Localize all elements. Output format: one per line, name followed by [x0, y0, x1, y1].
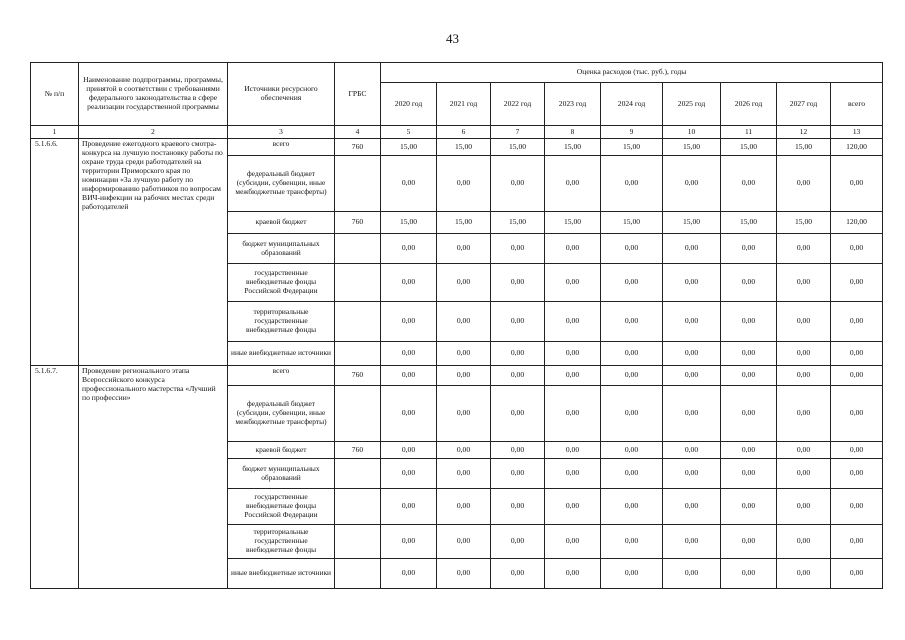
- value-cell: 0,00: [381, 234, 437, 264]
- total-cell: 0,00: [831, 302, 883, 342]
- total-cell: 0,00: [831, 264, 883, 302]
- value-cell: 0,00: [663, 489, 721, 525]
- value-cell: 0,00: [721, 156, 777, 212]
- value-cell: 0,00: [721, 386, 777, 442]
- value-cell: 0,00: [721, 559, 777, 589]
- value-cell: 0,00: [437, 366, 491, 386]
- value-cell: 0,00: [437, 342, 491, 366]
- value-cell: 0,00: [777, 264, 831, 302]
- source-cell: всего: [228, 366, 335, 386]
- value-cell: 0,00: [663, 302, 721, 342]
- value-cell: 0,00: [491, 264, 545, 302]
- column-index: 5: [381, 126, 437, 139]
- page-number: 43: [446, 31, 459, 46]
- value-cell: 0,00: [663, 525, 721, 559]
- column-index: 1: [31, 126, 79, 139]
- header-year: 2023 год: [545, 83, 601, 126]
- value-cell: 0,00: [663, 559, 721, 589]
- value-cell: 0,00: [381, 264, 437, 302]
- header-year: 2027 год: [777, 83, 831, 126]
- value-cell: 0,00: [601, 264, 663, 302]
- grbs-cell: 760: [335, 366, 381, 386]
- value-cell: 0,00: [491, 366, 545, 386]
- value-cell: 0,00: [491, 459, 545, 489]
- value-cell: 15,00: [721, 212, 777, 234]
- header-year: 2021 год: [437, 83, 491, 126]
- value-cell: 0,00: [721, 442, 777, 459]
- value-cell: 0,00: [721, 459, 777, 489]
- value-cell: 0,00: [545, 302, 601, 342]
- column-index: 13: [831, 126, 883, 139]
- value-cell: 0,00: [601, 386, 663, 442]
- value-cell: 0,00: [545, 234, 601, 264]
- value-cell: 15,00: [545, 139, 601, 156]
- value-cell: 0,00: [777, 459, 831, 489]
- value-cell: 0,00: [721, 264, 777, 302]
- source-cell: государственные внебюджетные фонды Российской Федерации: [228, 264, 335, 302]
- source-cell: всего: [228, 139, 335, 156]
- value-cell: 0,00: [601, 234, 663, 264]
- total-cell: 0,00: [831, 366, 883, 386]
- grbs-cell: [335, 234, 381, 264]
- value-cell: 0,00: [491, 559, 545, 589]
- value-cell: 0,00: [721, 342, 777, 366]
- source-cell: федеральный бюджет (субсидии, субвенции, иные межбюджетные трансферты): [228, 156, 335, 212]
- value-cell: 0,00: [491, 442, 545, 459]
- value-cell: 0,00: [545, 559, 601, 589]
- value-cell: 0,00: [545, 386, 601, 442]
- value-cell: 0,00: [601, 342, 663, 366]
- header-row-top: [31, 63, 883, 83]
- grbs-cell: [335, 156, 381, 212]
- value-cell: 15,00: [777, 139, 831, 156]
- value-cell: 0,00: [601, 366, 663, 386]
- grbs-cell: [335, 342, 381, 366]
- value-cell: 0,00: [601, 156, 663, 212]
- source-cell: бюджет муниципальных образований: [228, 234, 335, 264]
- value-cell: 0,00: [721, 366, 777, 386]
- total-cell: 0,00: [831, 459, 883, 489]
- grbs-cell: 760: [335, 442, 381, 459]
- grbs-cell: [335, 459, 381, 489]
- value-cell: 0,00: [777, 156, 831, 212]
- grbs-cell: [335, 525, 381, 559]
- value-cell: 15,00: [381, 139, 437, 156]
- total-cell: 0,00: [831, 442, 883, 459]
- value-cell: 0,00: [381, 525, 437, 559]
- source-cell: иные внебюджетные источники: [228, 559, 335, 589]
- value-cell: 0,00: [491, 489, 545, 525]
- total-cell: 0,00: [831, 386, 883, 442]
- value-cell: 0,00: [437, 559, 491, 589]
- column-index: 9: [601, 126, 663, 139]
- budget-table: [30, 62, 883, 589]
- value-cell: 0,00: [545, 156, 601, 212]
- total-cell: 120,00: [831, 212, 883, 234]
- value-cell: 0,00: [381, 489, 437, 525]
- value-cell: 0,00: [491, 156, 545, 212]
- source-cell: бюджет муниципальных образований: [228, 459, 335, 489]
- source-cell: краевой бюджет: [228, 212, 335, 234]
- value-cell: 15,00: [437, 139, 491, 156]
- value-cell: 0,00: [437, 442, 491, 459]
- section-number: 5.1.6.7.: [31, 366, 79, 589]
- column-index-row: [31, 126, 883, 139]
- value-cell: 0,00: [545, 442, 601, 459]
- value-cell: 0,00: [437, 302, 491, 342]
- value-cell: 0,00: [721, 302, 777, 342]
- value-cell: 0,00: [545, 489, 601, 525]
- value-cell: 0,00: [381, 442, 437, 459]
- header-year: 2026 год: [721, 83, 777, 126]
- value-cell: 0,00: [545, 342, 601, 366]
- value-cell: 0,00: [777, 442, 831, 459]
- value-cell: 0,00: [777, 366, 831, 386]
- value-cell: 0,00: [721, 234, 777, 264]
- value-cell: 0,00: [721, 489, 777, 525]
- value-cell: 0,00: [491, 342, 545, 366]
- value-cell: 0,00: [437, 264, 491, 302]
- value-cell: 0,00: [663, 234, 721, 264]
- value-cell: 0,00: [601, 489, 663, 525]
- source-cell: федеральный бюджет (субсидии, субвенции, иные межбюджетные трансферты): [228, 386, 335, 442]
- value-cell: 0,00: [437, 525, 491, 559]
- value-cell: 0,00: [437, 489, 491, 525]
- value-cell: 0,00: [777, 302, 831, 342]
- value-cell: 0,00: [491, 234, 545, 264]
- header-year-total: всего: [831, 83, 883, 126]
- grbs-cell: 760: [335, 212, 381, 234]
- value-cell: 0,00: [601, 442, 663, 459]
- value-cell: 0,00: [663, 442, 721, 459]
- value-cell: 0,00: [491, 302, 545, 342]
- value-cell: 0,00: [437, 234, 491, 264]
- value-cell: 0,00: [381, 302, 437, 342]
- value-cell: 0,00: [777, 234, 831, 264]
- column-index: 8: [545, 126, 601, 139]
- value-cell: 0,00: [663, 264, 721, 302]
- column-index: 11: [721, 126, 777, 139]
- value-cell: 15,00: [437, 212, 491, 234]
- table-row: [31, 139, 883, 156]
- value-cell: 0,00: [663, 386, 721, 442]
- total-cell: 0,00: [831, 489, 883, 525]
- value-cell: 0,00: [437, 386, 491, 442]
- header-grbs: ГРБС: [335, 63, 381, 126]
- value-cell: 0,00: [777, 559, 831, 589]
- value-cell: 0,00: [601, 302, 663, 342]
- column-index: 12: [777, 126, 831, 139]
- table-row: [31, 366, 883, 386]
- header-name: Наименование подпрограммы, программы, принятой в соответствии с требованиями федерального законодательства в сфере реализации государственной программы: [79, 63, 228, 126]
- grbs-cell: [335, 302, 381, 342]
- header-year: 2020 год: [381, 83, 437, 126]
- table-body: [31, 139, 883, 589]
- value-cell: 0,00: [545, 366, 601, 386]
- value-cell: 0,00: [381, 156, 437, 212]
- source-cell: территориальные государственные внебюджетные фонды: [228, 302, 335, 342]
- value-cell: 0,00: [381, 459, 437, 489]
- column-index: 3: [228, 126, 335, 139]
- value-cell: 15,00: [491, 212, 545, 234]
- value-cell: 15,00: [545, 212, 601, 234]
- source-cell: государственные внебюджетные фонды Российской Федерации: [228, 489, 335, 525]
- value-cell: 0,00: [381, 342, 437, 366]
- value-cell: 0,00: [601, 559, 663, 589]
- section-name: Проведение ежегодного краевого смотра-конкурса на лучшую постановку работы по охране труда среди работодателей на территории Приморского края по номинации «За лучшую работу по информированию работников по вопросам ВИЧ-инфекции на рабочих местах среди работодателей: [79, 139, 228, 366]
- grbs-cell: [335, 489, 381, 525]
- column-index: 4: [335, 126, 381, 139]
- source-cell: территориальные государственные внебюджетные фонды: [228, 525, 335, 559]
- total-cell: 0,00: [831, 559, 883, 589]
- column-index: 6: [437, 126, 491, 139]
- total-cell: 120,00: [831, 139, 883, 156]
- section-name: Проведение регионального этапа Всероссийского конкурса профессионального мастерства «Лучший по профессии»: [79, 366, 228, 589]
- header-sources: Источники ресурсного обеспечения: [228, 63, 335, 126]
- source-cell: краевой бюджет: [228, 442, 335, 459]
- section-number: 5.1.6.6.: [31, 139, 79, 366]
- value-cell: 0,00: [601, 459, 663, 489]
- column-index: 10: [663, 126, 721, 139]
- grbs-cell: [335, 264, 381, 302]
- header-year: 2022 год: [491, 83, 545, 126]
- source-cell: иные внебюджетные источники: [228, 342, 335, 366]
- value-cell: 0,00: [491, 525, 545, 559]
- header-num: № п/п: [31, 63, 79, 126]
- grbs-cell: [335, 559, 381, 589]
- value-cell: 0,00: [663, 459, 721, 489]
- value-cell: 0,00: [437, 459, 491, 489]
- value-cell: 15,00: [381, 212, 437, 234]
- value-cell: 0,00: [777, 342, 831, 366]
- column-index: 7: [491, 126, 545, 139]
- value-cell: 0,00: [777, 489, 831, 525]
- value-cell: 0,00: [777, 386, 831, 442]
- value-cell: 15,00: [721, 139, 777, 156]
- grbs-cell: [335, 386, 381, 442]
- value-cell: 0,00: [545, 459, 601, 489]
- header-estimate: Оценка расходов (тыс. руб.), годы: [381, 63, 883, 83]
- value-cell: 15,00: [601, 139, 663, 156]
- value-cell: 0,00: [545, 264, 601, 302]
- total-cell: 0,00: [831, 342, 883, 366]
- value-cell: 15,00: [663, 212, 721, 234]
- value-cell: 15,00: [663, 139, 721, 156]
- column-index: 2: [79, 126, 228, 139]
- total-cell: 0,00: [831, 234, 883, 264]
- value-cell: 0,00: [777, 525, 831, 559]
- value-cell: 15,00: [601, 212, 663, 234]
- header-year: 2024 год: [601, 83, 663, 126]
- header-year: 2025 год: [663, 83, 721, 126]
- value-cell: 0,00: [663, 366, 721, 386]
- value-cell: 0,00: [381, 366, 437, 386]
- value-cell: 15,00: [491, 139, 545, 156]
- total-cell: 0,00: [831, 156, 883, 212]
- value-cell: 0,00: [437, 156, 491, 212]
- value-cell: 0,00: [491, 386, 545, 442]
- value-cell: 0,00: [545, 525, 601, 559]
- total-cell: 0,00: [831, 525, 883, 559]
- value-cell: 0,00: [381, 559, 437, 589]
- value-cell: 15,00: [777, 212, 831, 234]
- value-cell: 0,00: [601, 525, 663, 559]
- value-cell: 0,00: [663, 342, 721, 366]
- value-cell: 0,00: [721, 525, 777, 559]
- grbs-cell: 760: [335, 139, 381, 156]
- value-cell: 0,00: [663, 156, 721, 212]
- value-cell: 0,00: [381, 386, 437, 442]
